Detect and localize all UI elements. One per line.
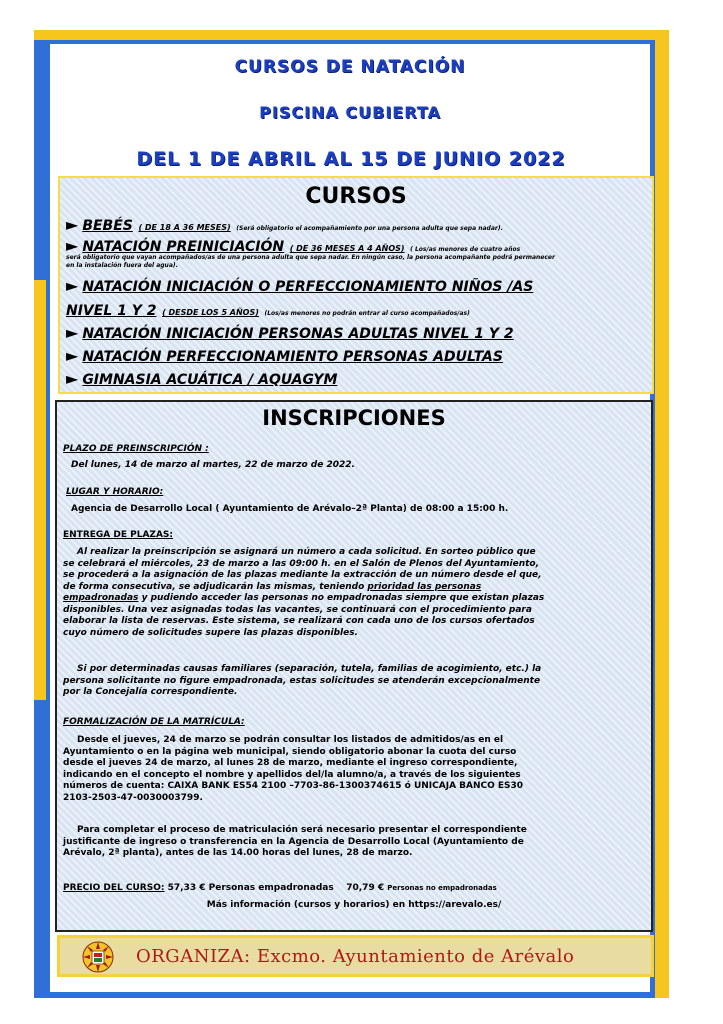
- arrow-icon: ►: [66, 276, 79, 295]
- formalizacion-paragraph-2: Para completar el proceso de matriculación será necesario presentar el correspondiente justificante de ingreso o transferencia en la Agencia de Desarrollo Local (Ayuntamiento de Arévalo, 2ª planta), antes de las 14.00 horas del lunes, 28 de marzo.: [63, 825, 527, 858]
- precio-label: PRECIO DEL CURSO:: [63, 883, 165, 893]
- cursos-box: [58, 176, 654, 394]
- arrow-icon: ►: [66, 369, 79, 388]
- frame-yellow-left: [34, 280, 46, 700]
- curso-item-ninos: ► NATACIÓN INICIACIÓN O PERFECCIONAMIENTO NIÑOS /AS: [66, 276, 534, 295]
- formalizacion-paragraph-1: Desde el jueves, 24 de marzo se podrán consultar los listados de admitidos/as en el Ayuntamiento o en la página web municipal, siendo obligatorio abonar la cuota del curso desde el jueves 24 de marzo, al lunes 28 de marzo, mediante el ingreso correspondiente, indicando en el concepto el nombre y apellidos del/la alumno/a, a través de los siguientes números de cuenta: CAIXA BANK ES54 2100 –7703-86-1300374615 ó UNICAJA BANCO ES30 2103-2503-47-0030003799.: [63, 735, 524, 803]
- lugar-label: LUGAR Y HORARIO:: [66, 487, 164, 497]
- inscripciones-box: [55, 400, 653, 932]
- precio-empadronadas: 57,33 € Personas empadronadas: [167, 883, 334, 893]
- precio-line: [63, 883, 647, 895]
- formalizacion-label: FORMALIZACIÓN DE LA MATRÍCULA:: [63, 717, 245, 727]
- mas-informacion: Más información (cursos y horarios) en https://arevalo.es/: [206, 900, 502, 910]
- inscripciones-title: INSCRIPCIONES: [262, 406, 446, 430]
- precio-no-empadronadas-value: 70,79 €: [346, 883, 385, 893]
- preiniciacion-note-line2: será obligatorio que vayan acompañados/as de una persona adulta que sepa nadar. En ningún caso, la persona acompañante podrá permanecer: [66, 254, 555, 261]
- curso-item-preiniciacion: ► NATACIÓN PREINICIACIÓN ( DE 36 MESES A 4 AÑOS) ( Los/as menores de cuatro años: [66, 236, 521, 255]
- poster-title: CURSOS DE NATACIÓN: [234, 57, 466, 77]
- precio-no-empadronadas-text: Personas no empadronadas: [387, 884, 497, 892]
- poster-subtitle: PISCINA CUBIERTA: [259, 103, 441, 122]
- plazo-label: PLAZO DE PREINSCRIPCIÓN :: [63, 444, 209, 454]
- curso-item-aquagym: ► GIMNASIA ACUÁTICA / AQUAGYM: [66, 369, 338, 388]
- preiniciacion-note-line3: en la instalación fuera del agua).: [66, 262, 178, 269]
- entrega-paragraph-2: Si por determinadas causas familiares (separación, tutela, familias de acogimiento, etc.) la persona solicitante no figure empadronada, estas solicitudes se atenderán excepcionalmente por la Concejalía correspondiente.: [63, 664, 542, 697]
- arrow-icon: ►: [66, 346, 79, 365]
- plazo-text: Del lunes, 14 de marzo al martes, 22 de marzo de 2022.: [71, 460, 355, 470]
- entrega-paragraph-1: Al realizar la preinscripción se asignará un número a cada solicitud. En sorteo público que se celebrará el miércoles, 23 de marzo a las 09:00 h. en el Salón de Plenos del Ayuntamiento, se procederá a la asignación de las plazas mediante la extracción de un número desde el que, de forma consecutiva, se adjudicarán las mismas, teniendo prioridad las personas empadronadas y pudiendo acceder las personas no empadronadas siempre que existan plazas disponibles. Una vez asignadas todas las vacantes, se continuará con el procedimiento para elaborar la lista de reservas. Este sistema, se realizará con cada uno de los cursos ofertados cuyo número de solicitudes supere las plazas disponibles.: [63, 547, 545, 638]
- poster-dates: DEL 1 DE ABRIL AL 15 DE JUNIO 2022: [136, 148, 566, 170]
- arrow-icon: ►: [66, 323, 79, 342]
- curso-item-ninos-nivel: NIVEL 1 Y 2 ( DESDE LOS 5 AÑOS) (Los/as menores no podrán entrar al curso acompañados/as): [66, 303, 470, 319]
- cursos-title: CURSOS: [305, 184, 407, 209]
- lugar-text: Agencia de Desarrollo Local ( Ayuntamiento de Arévalo–2ª Planta) de 08:00 a 15:00 h.: [71, 504, 509, 514]
- frame-yellow-right: [655, 30, 669, 998]
- curso-item-perfeccionamiento: ► NATACIÓN PERFECCIONAMIENTO PERSONAS ADULTAS: [66, 346, 503, 365]
- arrow-icon: ►: [66, 215, 79, 234]
- curso-item-adultas: ► NATACIÓN INICIACIÓN PERSONAS ADULTAS NIVEL 1 Y 2: [66, 323, 514, 342]
- curso-item-bebes: ► BEBÉS ( DE 18 A 36 MESES) (Será obligatorio el acompañamiento por una persona adulta que sepa nadar).: [66, 215, 503, 234]
- coat-of-arms-icon: [82, 941, 114, 973]
- footer-banner: [57, 935, 654, 977]
- frame-yellow-top: [34, 30, 669, 40]
- arrow-icon: ►: [66, 236, 79, 255]
- footer-text: ORGANIZA: Excmo. Ayuntamiento de Arévalo: [136, 946, 575, 967]
- entrega-label: ENTREGA DE PLAZAS:: [63, 530, 174, 540]
